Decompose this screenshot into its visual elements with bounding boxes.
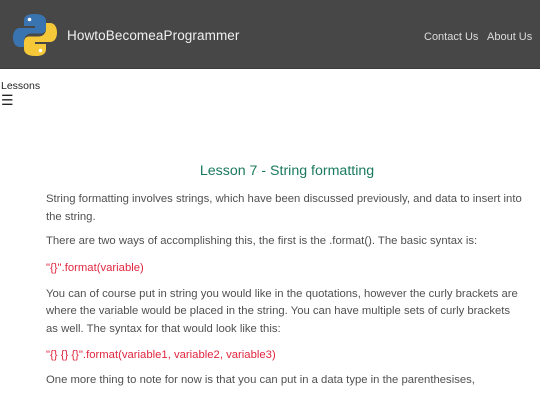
lesson-paragraph-datatype: One more thing to note for now is that you can put in a data type in the parenthesises, <box>46 374 475 386</box>
lesson-paragraph-ways: There are two ways of accomplishing this, the first is the .format(). The basic syntax is: <box>46 235 478 247</box>
nav-contact-us[interactable]: Contact Us <box>424 31 479 43</box>
lesson-paragraph-intro: String formatting involves strings, which have been discussed previously, and data to insert into the string. <box>46 193 522 223</box>
code-example-multiple: "{} {} {}".format(variable1, variable2, variable3) <box>46 349 276 361</box>
lesson-paragraph-brackets: You can of course put in string you would like in the quotations, however the curly brackets are where the variable would be placed in the string. You can have multiple sets of curly brackets as well. The syntax for that would look like this: <box>46 287 518 335</box>
top-navbar <box>0 0 540 69</box>
nav-about-us[interactable]: About Us <box>487 31 533 43</box>
lesson-content <box>46 163 522 390</box>
python-logo-icon[interactable] <box>12 12 58 58</box>
code-example-basic: "{}".format(variable) <box>46 261 144 274</box>
lesson-title: Lesson 7 - String formatting <box>199 163 375 179</box>
lessons-label: Lessons <box>1 80 41 92</box>
site-brand-link[interactable]: HowtoBecomeaProgrammer <box>67 28 240 43</box>
hamburger-menu-icon[interactable]: ☰ <box>1 92 14 108</box>
